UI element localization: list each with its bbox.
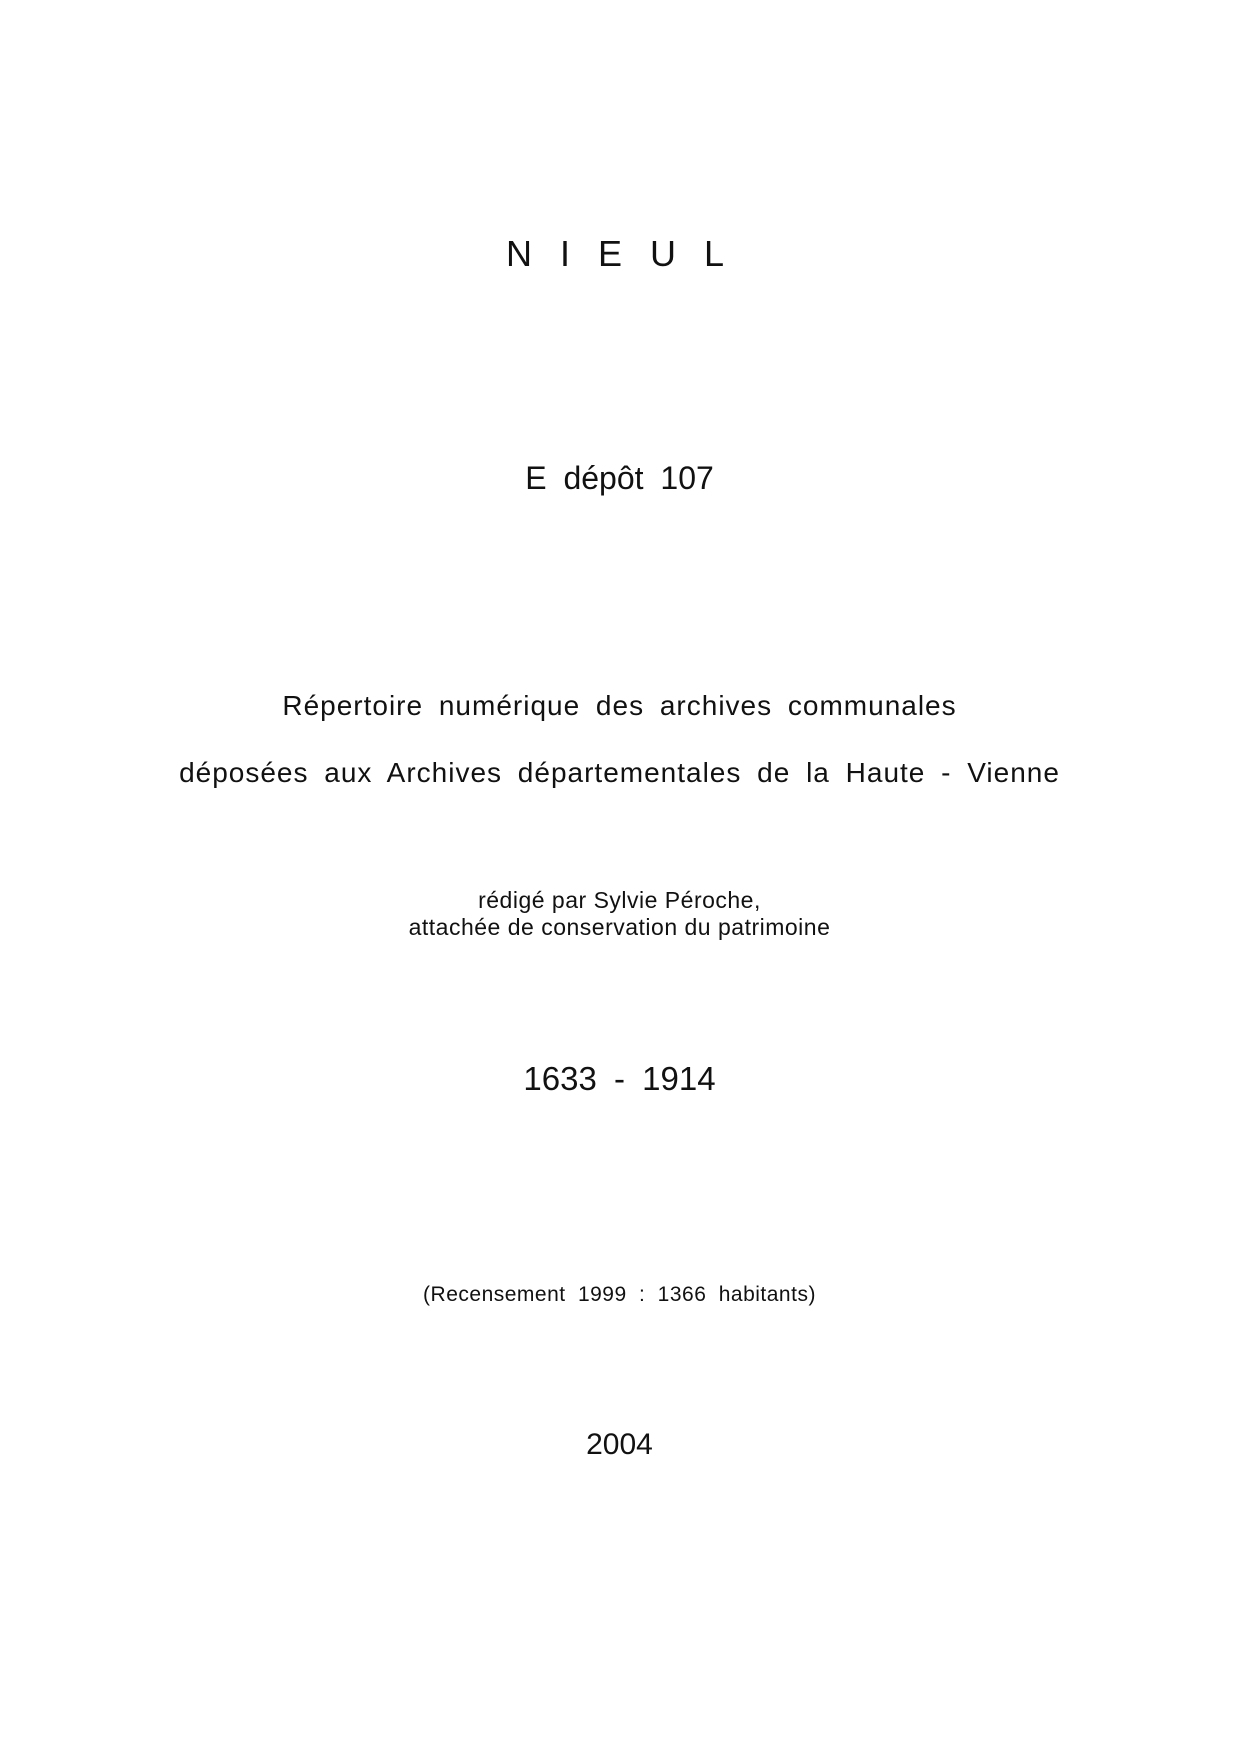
repertoire-line-2: déposées aux Archives départementales de la Haute - Vienne (179, 757, 1060, 788)
publication-year: 2004 (586, 1428, 653, 1461)
date-range: 1633 - 1914 (523, 1060, 716, 1097)
repertoire-line-1: Répertoire numérique des archives communales (282, 690, 957, 721)
author-line-1: rédigé par Sylvie Péroche, (478, 887, 761, 913)
commune-title: N I E U L (505, 233, 734, 274)
census-note: (Recensement 1999 : 1366 habitants) (423, 1283, 816, 1306)
depot-reference: E dépôt 107 (525, 460, 714, 496)
author-line-2: attachée de conservation du patrimoine (408, 914, 831, 940)
